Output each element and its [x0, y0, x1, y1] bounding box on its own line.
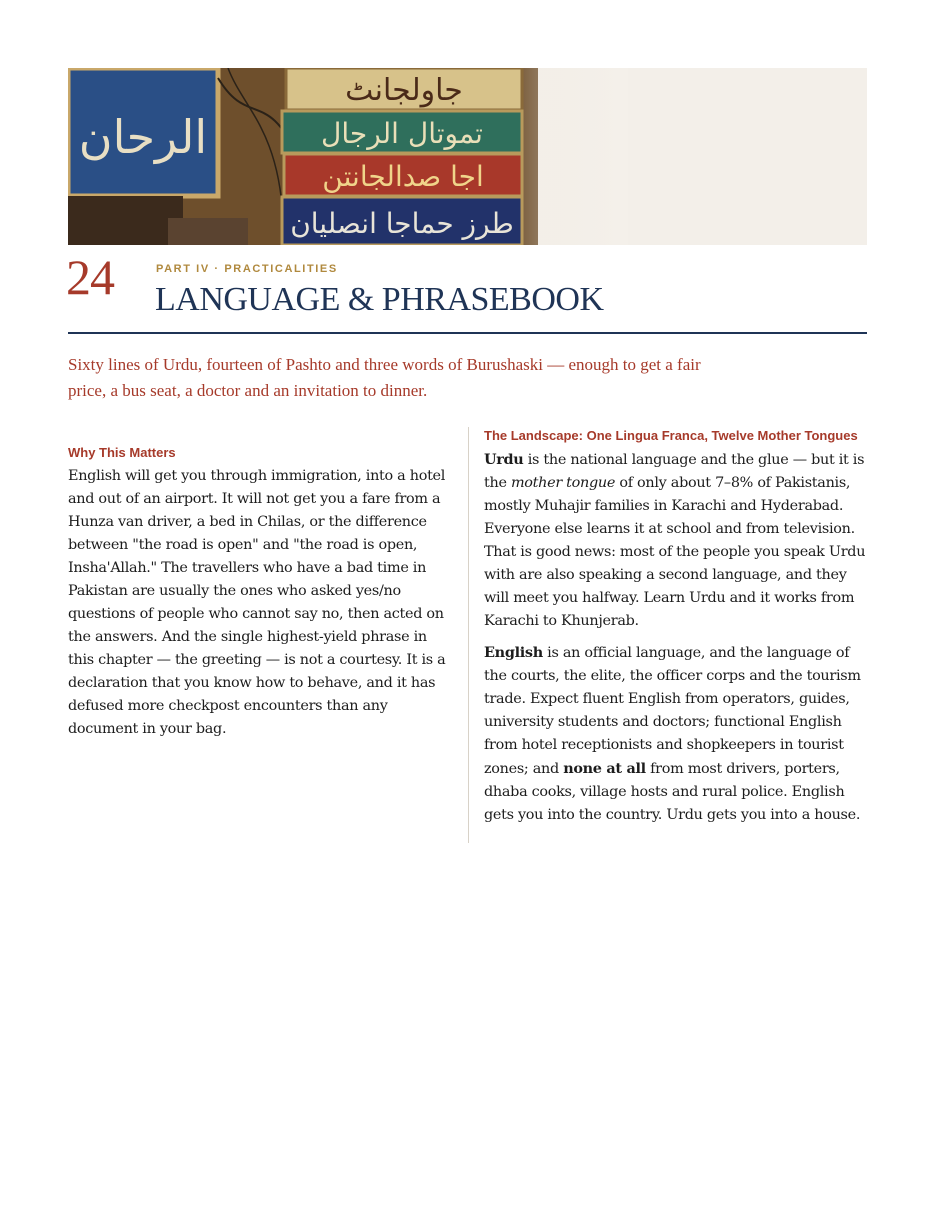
chapter-lede: Sixty lines of Urdu, fourteen of Pashto and three words of Burushaski — enough to get a fair price, a bus seat, a doctor and an invitation to dinner. [68, 355, 701, 400]
chapter-title: LANGUAGE & PHRASEBOOK [155, 281, 604, 318]
english-text-b: from most drivers, porters, dhaba cooks, village hosts and rural police. English gets you into the country. Urdu gets you into a house. [484, 761, 861, 823]
chapter-number: 24 [66, 249, 114, 305]
mother-tongue-term: mother tongue [510, 475, 616, 491]
english-term: English [484, 644, 543, 661]
urdu-term: Urdu [484, 451, 524, 468]
none-at-all-term: none at all [563, 760, 646, 777]
left-column [68, 444, 453, 749]
chapter-banner-photo [68, 68, 867, 245]
left-column-heading: Why This Matters [68, 445, 176, 460]
part-label: PART IV · PRACTICALITIES [156, 263, 338, 275]
english-paragraph [484, 641, 869, 827]
urdu-text-a: is the national language and the glue — but it is the [484, 452, 865, 491]
right-column [484, 427, 869, 835]
banner-sign-blue-left: الرحان [78, 110, 208, 164]
banner-sign-yellow: جاولجانٹ [345, 73, 463, 108]
urdu-text-b: of only about 7–8% of Pakistanis, mostly Muhajir families in Karachi and Hyderabad. Everyone else learns it at school and from television. That is good news: most of the people you speak Urdu with are also speaking a second language, and they will meet you halfway. Learn Urdu and it works from Karachi to Khunjerab. [484, 475, 866, 629]
banner-sign-green: تموتال الرجال [321, 117, 483, 150]
banner-sign-red: اجا صدالجانتن [322, 160, 484, 193]
title-rule [68, 332, 867, 334]
right-column-heading: The Landscape: One Lingua Franca, Twelve Mother Tongues [484, 428, 858, 443]
column-divider [468, 427, 469, 843]
left-column-body: English will get you through immigration, into a hotel and out of an airport. It will not get you a fare from a Hunza van driver, a bed in Chilas, or the difference between "the road is open" and "the road is open, Insha'Allah." The travellers who have a bad time in Pakistan are usually the ones who asked yes/no questions of people who cannot say no, then acted on the answers. And the single highest-yield phrase in this chapter — the greeting — is not a courtesy. It is a declaration that you know how to behave, and it has defused more checkpost encounters than any document in your bag. [68, 468, 446, 737]
english-text-a: is an official language, and the language of the courts, the elite, the officer corps and the tourism trade. Expect fluent English from operators, guides, university students and doctors; functional English from hotel receptionists and shopkeepers in tourist zones; and [484, 645, 861, 777]
urdu-paragraph [484, 448, 869, 633]
banner-sign-navy: طرز حماجا انصلیان [290, 207, 514, 240]
